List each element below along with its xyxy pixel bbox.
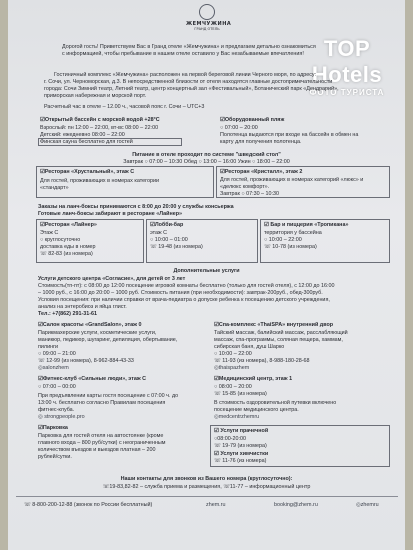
spa-line: ☏ 11-93 (из номера), 8-988-180-28-68: [214, 358, 310, 364]
kids-phone: Тел.: +7(862) 291-31-61: [38, 311, 98, 317]
spa-line: Тайский массаж, балийский массаж, расслабляющий: [214, 330, 348, 336]
lobby-line: ○ 10:00 – 01:00: [150, 237, 188, 243]
laundry-line: ☏ 11-76 (из номера): [214, 458, 267, 464]
liner-title: ☑Ресторан «Лайнер»: [40, 222, 97, 228]
lobby-title: ☑Лобби-бар: [150, 222, 184, 228]
laundry-title: ☑ Услуги прачечной: [214, 428, 269, 434]
about-line: Расчетный час в отеле – 12.00 ч., часовой пояс г. Сочи – UTC+3: [44, 104, 205, 110]
liner-line: ○ круглосуточно: [40, 237, 81, 243]
watermark-subtitle: ФОТО ТУРИСТА: [309, 88, 385, 97]
salon-social[interactable]: ◎salonzhem: [38, 365, 69, 371]
spa-title: ☑Спа-комплекс «ThaiSPA» внутренний двор: [214, 322, 334, 328]
food-title: Питание в отеле проходит по системе "шведский стол": [132, 152, 281, 158]
about-line: города: Сочи Зимний театр, Летний театр, центр концертный зал «Фестивальный», Ботанический парк «Дендрарий»,: [44, 86, 339, 92]
spa-line: сибирская баня, душ Шарко: [214, 344, 285, 350]
footer-divider: [16, 496, 398, 497]
laundry-line: ☏ 19-79 (из номера): [214, 443, 267, 449]
crystal2-line: «делюкс комфорт».: [220, 184, 270, 190]
watermark-logo: TOP Hotels: [311, 36, 383, 87]
lobby-line: этаж С: [150, 230, 168, 236]
medical-social[interactable]: ◎medcentrzhemru: [214, 414, 260, 420]
footer-phone: ☏ 8-800-200-12-88 (звонок по России бесплатный): [24, 502, 153, 508]
fitness-line: При предъявлении карты гостя посещение с 07:00 ч. до: [38, 393, 179, 399]
kids-title: Услуги детского центра «Согласие», для детей от 3 лет: [38, 276, 186, 282]
pool-title: ☑Открытый бассейн с морской водой +28°C: [40, 117, 160, 123]
medical-line: посещение медицинского центра.: [214, 407, 299, 413]
beach-line: ○ 07:00 – 20:00: [220, 125, 258, 131]
tropicana-title: ☑ Бар и пиццерия «Тропикана»: [264, 222, 349, 228]
calls-title: Наши контакты для звонков из Вашего номера (круглосуточно):: [120, 476, 293, 482]
intro-line: Дорогой гость! Приветствуем Вас в Гранд отеле «Жемчужина» и предлагаем детально ознакомиться: [62, 44, 316, 50]
tropicana-line: территория у бассейна: [264, 230, 322, 236]
liner-line: ☏ 82-83 (из номера): [40, 251, 93, 257]
salon-line: ☏ 12-99 (из номера), 8-962-884-43-33: [38, 358, 134, 364]
parking-title: ☑Парковка: [38, 425, 68, 431]
fitness-site[interactable]: ◎ strongpeople.pro: [38, 414, 85, 420]
parking-line: Парковка для гостей отеля на автостоянке (кроме: [38, 433, 164, 439]
info-sheet: [8, 0, 405, 550]
crystal2-line: Для гостей, проживающих в номерах категорий «люкс» и: [220, 177, 364, 183]
parking-line: количеством въездов и выездов платная – 200: [38, 447, 156, 453]
parking-line: главного входа – 800 руб/сутки) с неограниченным: [38, 440, 166, 446]
lunchbox-line: Заказы на ланч-боксы принимаются с 8:00 до 20:00 у службы консьержа: [38, 204, 234, 210]
intro-line: с информацией, чтобы пребывание в нашем отеле оставило у Вас незабываемые впечатления!: [62, 51, 304, 57]
crystal-title: ☑Ресторан «Хрустальный», этаж С: [40, 169, 135, 175]
medical-line: В стоимость оздоровительной путевки включено: [214, 400, 337, 406]
spa-social[interactable]: ◎thaispazhem: [214, 365, 250, 371]
crystal-line: Для гостей, проживающих в номерах категории: [40, 178, 159, 184]
crystal2-title: ☑Ресторан «Кристалл», этаж 2: [220, 169, 303, 175]
liner-line: Этаж С: [40, 230, 59, 236]
parking-line: рублей/сутки.: [38, 454, 72, 460]
kids-line: анализ на энтеробиоз и яйца глист.: [38, 304, 127, 310]
pool-line: Детский: ежедневно 08:00 – 22:00: [40, 132, 125, 138]
lunchbox-line: Готовые ланч-боксы забирают в ресторане «Лайнер»: [38, 211, 183, 217]
fitness-line: фитнес-клуба.: [38, 407, 75, 413]
tropicana-line: ○ 10:00 – 22:00: [264, 237, 302, 243]
beach-title: ☑Оборудованный пляж: [220, 117, 285, 123]
fitness-title: ☑Фитнес-клуб «Сильные люди», этаж С: [38, 376, 147, 382]
calls-line: ☏19-83,82-82 – служба приема и размещения, ☏11-77 – информационный центр: [102, 484, 311, 490]
salon-line: ○ 09:00 – 21:00: [38, 351, 76, 357]
salon-line: пилинги: [38, 344, 59, 350]
liner-line: доставка еды в номер: [40, 244, 96, 250]
hotel-subtitle: ГРАНД ОТЕЛЬ: [194, 27, 220, 31]
hotel-logo: [186, 4, 232, 31]
pool-line: Финская сауна бесплатно для гостей: [40, 139, 133, 145]
footer-site[interactable]: zhem.ru: [206, 502, 226, 508]
tropicana-line: ☏ 10-78 (из номера): [264, 244, 317, 250]
about-line: приморская набережная и морской порт.: [44, 93, 147, 99]
laundry-line: ○08:00-20:00: [214, 436, 247, 442]
crystal-line: «стандарт»: [40, 185, 69, 191]
kids-line: Условия посещения: при наличии справки от врача-педиатра о допуске ребенка к посещению детского учреждения,: [38, 297, 330, 303]
medical-line: ○ 08:00 – 20:00: [214, 384, 252, 390]
footer-social[interactable]: ◎zhemru: [356, 502, 379, 508]
salon-title: ☑Салон красоты «GrandSalon», этаж 0: [38, 322, 142, 328]
food-times: Завтрак ○ 07:00 – 10:30 Обед ○ 13:00 – 16:00 Ужин ○ 18:00 – 22:00: [123, 159, 290, 165]
hotel-name: ЖЕМЧУЖИНА: [186, 21, 232, 27]
footer-mail[interactable]: booking@zhem.ru: [274, 502, 318, 508]
fitness-line: ○ 07:00 – 00:00: [38, 384, 76, 390]
pearl-icon: [199, 4, 215, 20]
salon-line: маникюр, педикюр, шугаринг, депиляция, обертывание,: [38, 337, 178, 343]
extra-title: Дополнительные услуги: [173, 268, 240, 274]
spa-line: массаж, спа-программы, соляная пещера, хаммам,: [214, 337, 343, 343]
spa-line: ○ 10:00 – 22:00: [214, 351, 252, 357]
kids-line: Стоимость(тп-пт): с 08:00 до 12:00 посещение игровой комнаты бесплатно (только для гостей отеля), с 12:00 до 16:00: [38, 283, 335, 289]
kids-line: – 1000 руб., с 16:00 до 20:00 – 1000 руб. Стоимость питания (при необходимости): завтрак-200руб., обед-300руб.: [38, 290, 323, 296]
pool-line: Взрослый: пн 12:00 – 22:00, вт-вс 08:00 – 22:00: [40, 125, 159, 131]
about-line: г. Сочи, ул. Черноморская, д.3. В непосредственной близости от отеля находятся главные достопримечательности: [44, 79, 333, 85]
medical-title: ☑Медицинский центр, этаж 1: [214, 376, 293, 382]
lobby-line: ☏ 19-48 (из номера): [150, 244, 203, 250]
medical-line: ☏ 15-85 (из номера): [214, 391, 267, 397]
beach-line: карту для получения полотенца.: [220, 139, 302, 145]
salon-line: Парикмахерские услуги, косметические услуги,: [38, 330, 157, 336]
drycleaning-title: ☑ Услуги химчистки: [214, 451, 269, 457]
about-line: Гостиничный комплекс «Жемчужина» расположен на первой береговой линии Черного моря, по адресу:: [54, 72, 317, 78]
fitness-line: 13:00 ч. бесплатно согласно Правилам посещения: [38, 400, 166, 406]
crystal2-line: Завтрак ○ 07:30 – 10:30: [220, 191, 280, 197]
beach-line: Полотенца выдаются при входе на бассейн в обмен на: [220, 132, 359, 138]
